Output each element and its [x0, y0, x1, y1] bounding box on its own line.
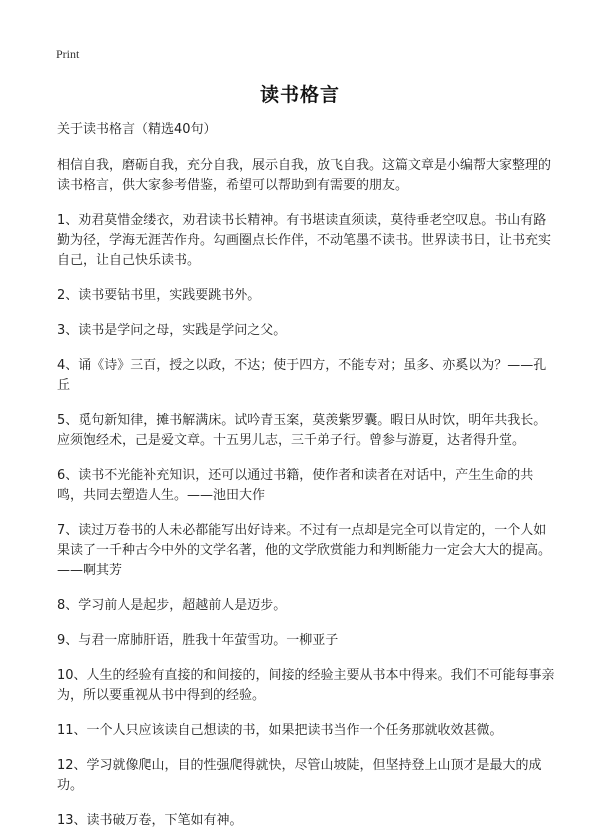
quote-4: 4、诵《诗》三百，授之以政，不达；使于四方，不能专对；虽多、亦奚以为？——孔丘	[57, 358, 547, 393]
quote-7: 7、读过万卷书的人未必都能写出好诗来。不过有一点却是完全可以肯定的，一个人如果读了一千种古今中外的文学名著，他的文学欣赏能力和判断能力一定会大大的提高。——啊其芳	[57, 523, 552, 578]
article-body	[57, 120, 559, 828]
quote-9: 9、与君一席肺肝语，胜我十年萤雪功。一柳亚子	[57, 633, 339, 648]
quote-5: 5、觅句新知律，摊书解满床。试吟青玉案，莫羡紫罗囊。暇日从时饮，明年共我长。应须饱经术，己是爱文章。十五男儿志，三千弟子行。曾参与游夏，达者得升堂。	[57, 413, 547, 448]
print-link[interactable]: Print	[56, 47, 80, 61]
page-title: 读书格言	[259, 84, 340, 106]
quote-1: 1、劝君莫惜金缕衣，劝君读书长精神。有书堪读直须读，莫待垂老空叹息。书山有路勤为径，学海无涯苦作舟。勾画圈点长作伴，不动笔墨不读书。世界读书日，让书充实自己，让自己快乐读书。	[57, 213, 552, 268]
quote-13: 13、读书破万卷，下笔如有神。	[57, 813, 243, 828]
quote-6: 6、读书不光能补充知识，还可以通过书籍，使作者和读者在对话中，产生生命的共鸣，共同去塑造人生。——池田大作	[57, 468, 534, 503]
quote-12: 12、学习就像爬山，目的性强爬得就快，尽管山坡陡，但坚持登上山顶才是最大的成功。	[57, 758, 542, 793]
intro-paragraph: 相信自我，磨砺自我，充分自我，展示自我，放飞自我。这篇文章是小编帮大家整理的读书格言，供大家参考借鉴，希望可以帮助到有需要的朋友。	[57, 158, 552, 193]
quote-10: 10、人生的经验有直接的和间接的，间接的经验主要从书本中得来。我们不可能每事亲为，所以要重视从书中得到的经验。	[57, 668, 555, 703]
quote-3: 3、读书是学问之母，实践是学问之父。	[57, 323, 287, 338]
quote-8: 8、学习前人是起步，超越前人是迈步。	[57, 598, 287, 613]
article-subtitle: 关于读书格言（精选40句）	[57, 122, 217, 137]
quote-2: 2、读书要钻书里，实践要跳书外。	[57, 288, 261, 303]
quote-11: 11、一个人只应该读自己想读的书，如果把读书当作一个任务那就收效甚微。	[57, 723, 503, 738]
